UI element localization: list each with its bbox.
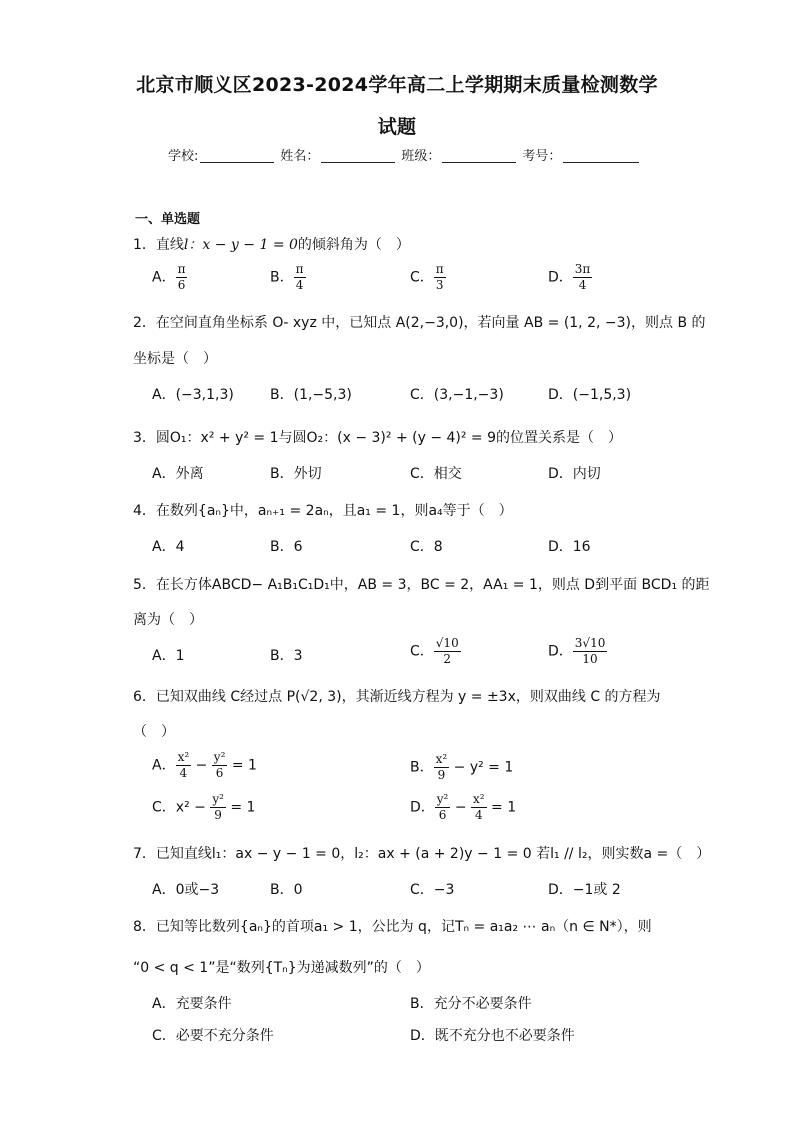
q1-option-b[interactable]: B． $\frac{\pi}{4}$	[270, 262, 304, 292]
q6-option-d[interactable]: D． $\frac{\text{y²}}{6}$ − $\frac{\text{x²}}{4}$ = 1	[410, 792, 517, 822]
q3-option-b[interactable]: B．外切	[270, 466, 322, 482]
q7-option-b[interactable]: B．0	[270, 882, 303, 898]
question-5-line-1: 5．在长方体ABCD− A₁B₁C₁D₁中，AB = 3，BC = 2，AA₁ = 1，则点 D到平面 BCD₁ 的距	[133, 577, 710, 593]
exam-number-blank[interactable]	[563, 148, 639, 163]
question-5-line-2: 离为（ ）	[133, 612, 203, 628]
question-7: 7．已知直线l₁：ax − y − 1 = 0，l₂：ax + (a + 2)y − 1 = 0 若l₁ // l₂，则实数a =（ ）	[133, 846, 711, 862]
q8-option-c[interactable]: C．必要不充分条件	[152, 1028, 274, 1044]
q3-option-d[interactable]: D．内切	[548, 466, 601, 482]
question-2-line-1: 2．在空间直角坐标系 O‑ xyz 中，已知点 A(2,−3,0)，若向量 AB = (1, 2, −3)，则点 B 的	[133, 315, 706, 331]
q5-option-d[interactable]: D． $\frac{3√10}{10}$	[548, 636, 606, 666]
question-2-line-2: 坐标是（ ）	[133, 351, 217, 367]
q6-option-a[interactable]: A． $\frac{\text{x²}}{4}$ − $\frac{\text{y²}}{6}$ = 1	[152, 750, 257, 780]
student-info-row	[168, 145, 645, 164]
school-blank[interactable]	[200, 148, 274, 163]
question-1-line-equation: l：x − y − 1 = 0	[183, 237, 298, 253]
question-1	[133, 234, 673, 254]
class-blank[interactable]	[442, 148, 516, 163]
question-8-line-1: 8．已知等比数列{aₙ}的首项a₁ > 1，公比为 q，记Tₙ = a₁a₂ ⋯ aₙ（n ∈ N*），则	[133, 919, 652, 935]
question-3: 3．圆O₁：x² + y² = 1与圆O₂：(x − 3)² + (y − 4)² = 9的位置关系是（ ）	[133, 430, 623, 446]
exam-number-label: 考号：	[522, 149, 562, 164]
q3-option-a[interactable]: A．外离	[152, 466, 204, 482]
q2-option-a[interactable]: A．(−3,1,3)	[152, 387, 234, 403]
q2-option-b[interactable]: B．(1,−5,3)	[270, 387, 352, 403]
question-1-stem-start: 1．直线	[133, 237, 184, 253]
q5-option-a[interactable]: A．1	[152, 648, 185, 664]
q8-option-a[interactable]: A．充要条件	[152, 996, 232, 1012]
name-label: 姓名：	[280, 149, 320, 164]
q4-option-a[interactable]: A．4	[152, 539, 185, 555]
q8-option-b[interactable]: B．充分不必要条件	[410, 996, 532, 1012]
question-4: 4．在数列{aₙ}中，aₙ₊₁ = 2aₙ，且a₁ = 1，则a₄等于（ ）	[133, 503, 513, 519]
q1-option-a[interactable]: A． $\frac{\pi}{6}$	[152, 262, 186, 292]
q5-option-c[interactable]: C． $\frac{√10}{2}$	[410, 636, 459, 666]
page-title-continued: 试题	[377, 116, 417, 138]
q6-option-c[interactable]: C．x² − $\frac{\text{y²}}{9}$ = 1	[152, 792, 256, 822]
question-6-line-2: （ ）	[133, 724, 175, 740]
page-title: 北京市顺义区2023-2024学年高二上学期期末质量检测数学	[136, 74, 658, 96]
class-label: 班级：	[401, 149, 441, 164]
q3-option-c[interactable]: C．相交	[410, 466, 462, 482]
q7-option-a[interactable]: A．0或−3	[152, 882, 220, 898]
q2-option-d[interactable]: D．(−1,5,3)	[548, 387, 632, 403]
q8-option-d[interactable]: D．既不充分也不必要条件	[410, 1028, 575, 1044]
q2-option-c[interactable]: C．(3,−1,−3)	[410, 387, 504, 403]
q1-option-d[interactable]: D． $\frac{3\pi}{4}$	[548, 262, 591, 292]
q4-option-d[interactable]: D．16	[548, 539, 591, 555]
q4-option-c[interactable]: C．8	[410, 539, 443, 555]
q5-option-b[interactable]: B．3	[270, 648, 303, 664]
q1-option-c[interactable]: C． $\frac{\pi}{3}$	[410, 262, 444, 292]
question-1-stem-end: 的倾斜角为（ ）	[297, 237, 410, 253]
section-heading: 一、单选题	[135, 212, 201, 227]
q7-option-c[interactable]: C．−3	[410, 882, 455, 898]
question-6-line-1: 6．已知双曲线 C经过点 P(√2, 3)，其渐近线方程为 y = ±3x，则双曲线 C 的方程为	[133, 689, 661, 705]
q7-option-d[interactable]: D．−1或 2	[548, 882, 621, 898]
question-8-line-2: “0 < q < 1”是“数列{Tₙ}为递减数列”的（ ）	[133, 960, 430, 976]
school-label: 学校:	[168, 149, 199, 164]
q6-option-b[interactable]: B． $\frac{\text{x²}}{9}$ − y² = 1	[410, 752, 514, 782]
q4-option-b[interactable]: B．6	[270, 539, 303, 555]
name-blank[interactable]	[321, 148, 395, 163]
